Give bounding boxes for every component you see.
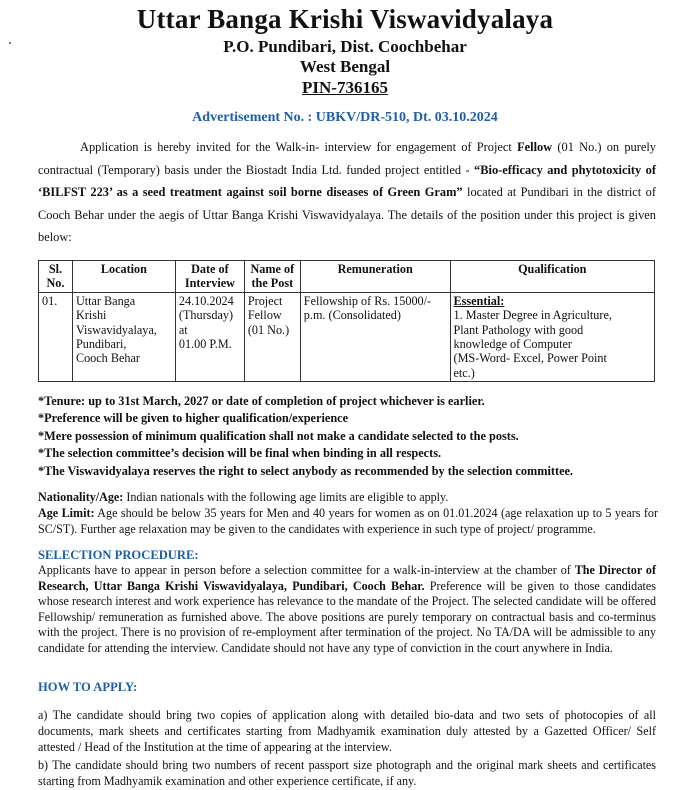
note-preference: *Preference will be given to higher qualification/experience [38,411,349,426]
note-tenure: *Tenure: up to 31st March, 2027 or date of completion of project whichever is earlier. [38,394,485,408]
selection-procedure-text: Applicants have to appear in person before a selection committee for a walk-in-interview at the chamber of The Director of Research, Uttar Banga Krishi Viswavidyalaya, Pundibari, Cooch Behar. Preference will be given to those candidates whose research interest and work experience has relevance to the mandate of the Project. The selected candidate will be offered Fellowship/ remuneration as furnished above. The above positions are purely temporary on contractual basis and co-terminus with the project. There is no provision of re-employment after termination of the project. No TA/DA will be admissible to any candidate for attending the interview. Candidate should not have any type of conviction in the court anywhere in India. [38,563,656,655]
table-row [39,292,655,381]
how-to-apply-heading: HOW TO APPLY: [38,680,138,694]
nationality-line: Nationality/Age: Indian nationals with the following age limits are eligible to apply. [38,490,449,504]
university-title: Uttar Banga Krishi Viswavidyalaya [136,4,554,34]
apply-point-a: a) The candidate should bring two copies of application along with detailed bio-data and two sets of photocopies of all documents, mark sheets and certificates starting from Madhyamik examination duly attested by a Gazetted Officer/ Self attested / Head of the Institution at the time of appearing at the interview. [38,708,656,754]
apply-point-b: b) The candidate should bring two numbers of recent passport size photograph and the original mark sheets and certificates starting from Madhyamik examination and other experience certificate, if any. [38,758,656,788]
cell-qualification: Essential: 1. Master Degree in Agriculture, Plant Pathology with good knowledge of Computer (MS-Word- Excel, Power Point etc.) [450,292,654,381]
note-committee-decision: *The selection committee’s decision will be final when binding in all respects. [38,446,442,461]
age-limit-line: Age Limit: Age should be below 35 years for Men and 40 years for women as on 01.01.2024 (age relaxation up to 5 years for SC/ST). Further age relaxation may be given to the candidates with experience in such type of project/ programme. [38,505,658,536]
eligibility-section [38,490,658,537]
header-qualification: Qualification [450,261,654,293]
header-location: Location [72,261,175,293]
header-remuneration: Remuneration [300,261,450,293]
header-post: Name of the Post [244,261,300,293]
cell-remuneration: Fellowship of Rs. 15000/- p.m. (Consolidated) [300,292,450,381]
cell-location: Uttar Banga Krishi Viswavidyalaya, Pundibari, Cooch Behar [72,292,175,381]
selection-procedure-heading: SELECTION PROCEDURE: [38,548,199,562]
cell-date: 24.10.2024 (Thursday) at 01.00 P.M. [175,292,244,381]
note-minimum-qualification: *Mere possession of minimum qualification shall not make a candidate selected to the posts. [38,428,519,443]
conditions-list [38,393,678,480]
address-line-2: West Bengal [299,57,391,76]
address-line-1: P.O. Pundibari, Dist. Coochbehar [223,37,467,56]
pin-code: PIN-736165 [302,78,388,97]
cell-sl: 01. [39,292,73,381]
header-sl: Sl. No. [39,261,73,293]
cell-post: Project Fellow (01 No.) [244,292,300,381]
position-table [38,260,655,382]
note-reserve-right: *The Viswavidyalaya reserves the right to select anybody as recommended by the selection committee. [38,463,574,478]
table-header-row [39,261,655,293]
advertisement-number: Advertisement No. : UBKV/DR-510, Dt. 03.10.2024 [192,110,498,125]
intro-paragraph: Application is hereby invited for the Walk-in- interview for engagement of Project Fellow (01 No.) on purely contractual (Temporary) basis under the Biostadt India Ltd. funded project entitled - “Bio-efficacy and phytotoxicity of ‘BILFST 223’ as a seed treatment against soil borne diseases of Green Gram” located at Pundibari in the district of Cooch Behar under the aegis of Uttar Banga Krishi Viswavidyalaya. The details of the position under this project is given below: [38,140,656,245]
header-date: Date of Interview [175,261,244,293]
